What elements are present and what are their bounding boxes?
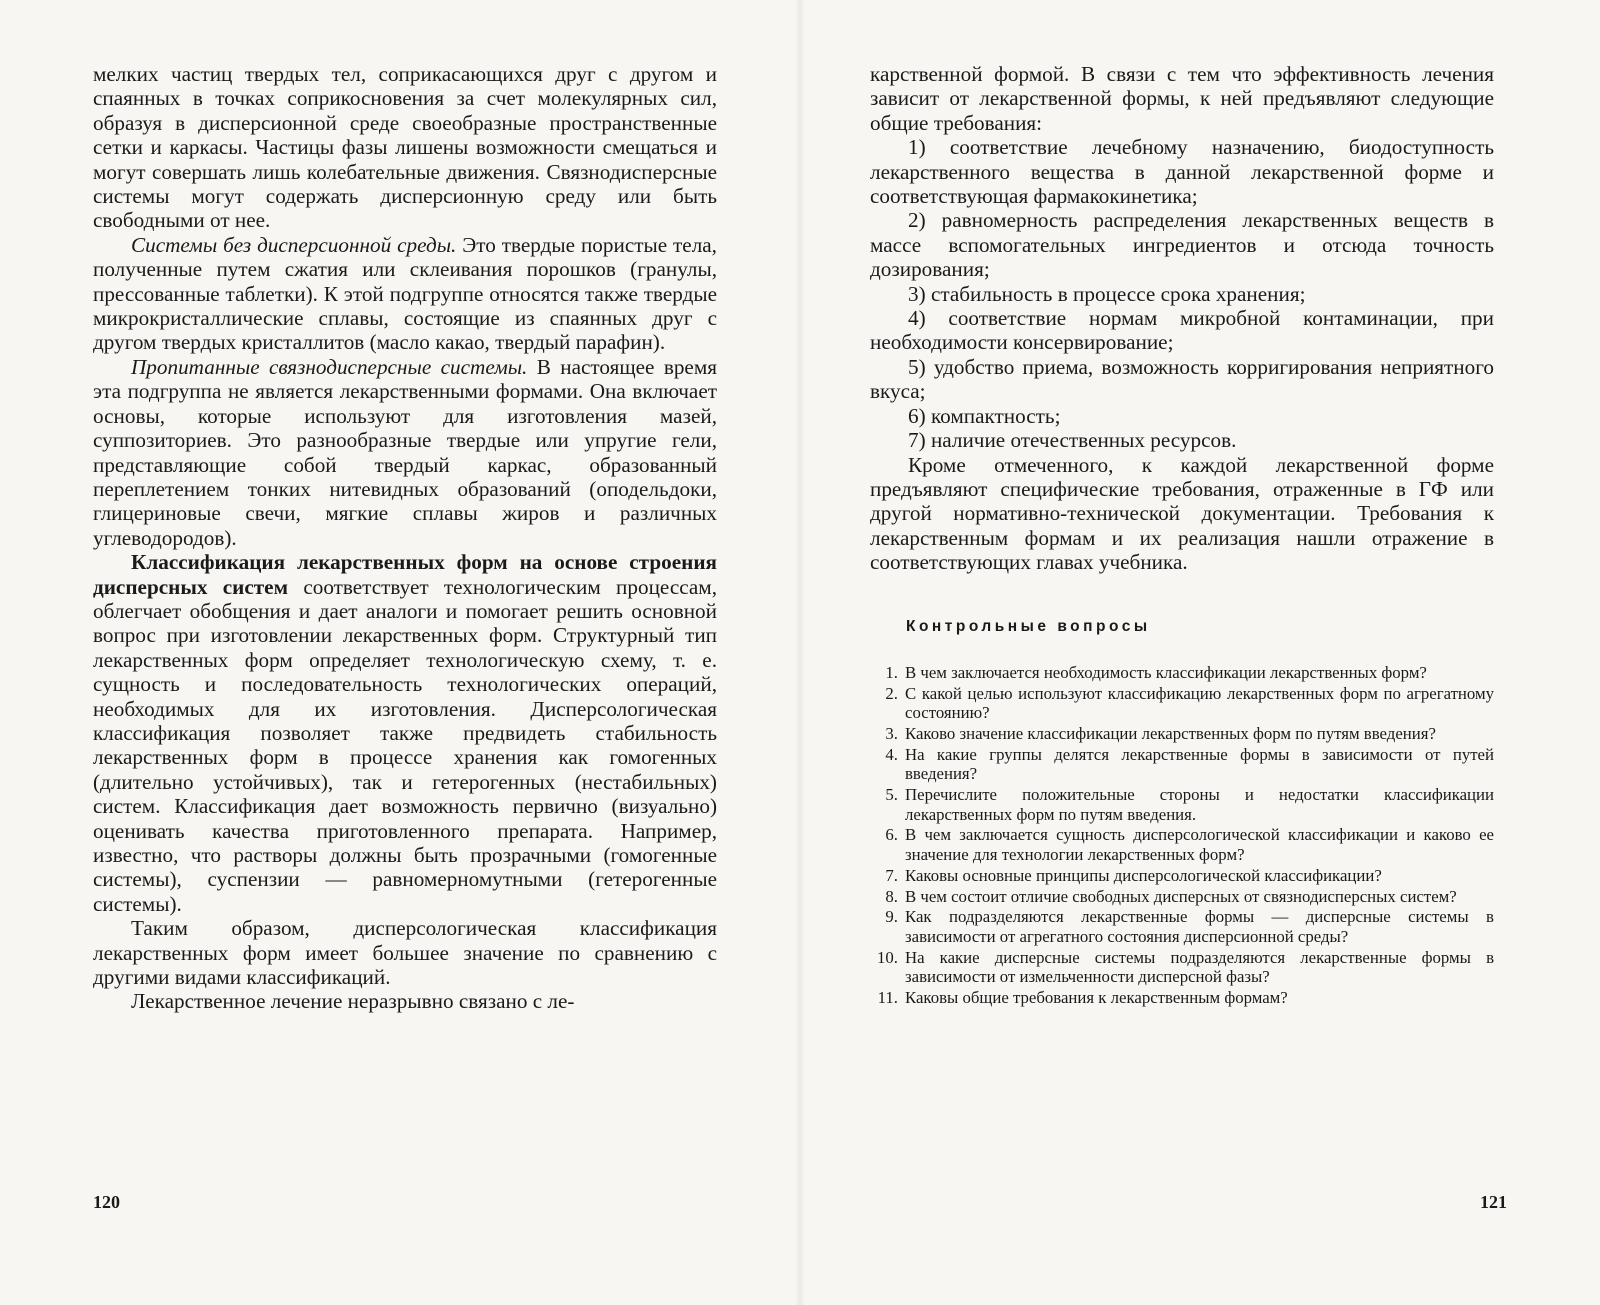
question-text: Каково значение классификации лекарственных форм по путям введения? bbox=[905, 724, 1436, 744]
italic-term: Системы без дисперсионной среды. bbox=[131, 232, 457, 257]
question-text: На какие дисперсные системы подразделяются лекарственные формы в зависимости от измельченности дисперсной фазы? bbox=[905, 947, 1494, 987]
left-page-text bbox=[93, 62, 717, 1014]
question-item bbox=[870, 785, 1494, 824]
question-item bbox=[870, 724, 1494, 744]
right-paragraph: 6) компактность; bbox=[908, 403, 1061, 428]
right-paragraph: 5) удобство приема, возможность корригирования неприятного вкуса; bbox=[870, 354, 1494, 404]
question-number: 10. bbox=[877, 947, 898, 967]
questions-heading: Контрольные вопросы bbox=[906, 617, 1151, 635]
question-number: 6. bbox=[885, 825, 898, 845]
paragraph-text: Лекарственное лечение неразрывно связано с ле- bbox=[131, 989, 575, 1014]
question-text: В чем заключается сущность дисперсологической классификации и каково ее значение для технологии лекарственных форм? bbox=[905, 825, 1494, 864]
question-text: В чем заключается необходимость классификации лекарственных форм? bbox=[905, 662, 1427, 682]
question-item bbox=[870, 866, 1494, 886]
question-item bbox=[870, 684, 1494, 723]
left-paragraph bbox=[93, 355, 717, 550]
question-item bbox=[870, 948, 1494, 987]
right-paragraph: 3) стабильность в процессе срока хранения; bbox=[908, 281, 1306, 306]
question-item bbox=[870, 988, 1494, 1008]
question-number: 8. bbox=[885, 886, 898, 906]
right-page-text bbox=[870, 62, 1494, 1009]
right-paragraph: 7) наличие отечественных ресурсов. bbox=[908, 428, 1237, 453]
question-number: 4. bbox=[885, 744, 898, 764]
left-page-number: 120 bbox=[93, 1192, 120, 1212]
question-number: 2. bbox=[885, 683, 898, 703]
question-item bbox=[870, 745, 1494, 784]
question-text: С какой целью используют классификацию лекарственных форм по агрегатному состоянию? bbox=[905, 683, 1494, 723]
questions-list bbox=[870, 663, 1494, 1007]
right-page-number: 121 bbox=[1480, 1192, 1507, 1212]
left-paragraph bbox=[93, 550, 717, 916]
right-paragraph: 2) равномерность распределения лекарственных веществ в массе вспомогательных ингредиентов и отсюда точность дозирования; bbox=[870, 208, 1494, 282]
italic-term: Пропитанные связнодисперсные системы. bbox=[131, 354, 528, 379]
left-paragraph bbox=[93, 989, 717, 1013]
right-paragraph: Кроме отмеченного, к каждой лекарственной форме предъявляют специфические требования, отраженные в ГФ или другой нормативно-технической документации. Требования к лекарственным формам и их реализация нашли отражение в соответствующих главах учебника. bbox=[870, 452, 1494, 575]
question-number: 7. bbox=[885, 865, 898, 885]
question-text: В чем состоит отличие свободных дисперсных от связнодисперсных систем? bbox=[905, 886, 1457, 906]
question-number: 5. bbox=[885, 785, 898, 805]
left-paragraph bbox=[93, 233, 717, 355]
question-text: Как подразделяются лекарственные формы — дисперсные системы в зависимости от агрегатного состояния дисперсионной среды? bbox=[905, 907, 1494, 946]
paragraph-text: мелких частиц твердых тел, соприкасающихся друг с другом и спаянных в точках соприкосновения за счет молекулярных сил, образуя в дисперсионной среде своеобразные пространственные сетки и каркасы. Частицы фазы лишены возможности смещаться и могут совершать лишь колебательные движения. Связнодисперсные системы могут содержать дисперсионную среду или быть свободными от нее. bbox=[93, 62, 717, 233]
question-item bbox=[870, 887, 1494, 907]
question-text: Каковы основные принципы дисперсологической классификации? bbox=[905, 865, 1382, 885]
question-number: 9. bbox=[885, 907, 898, 927]
paragraph-text: Это твердые пористые тела, полученные путем сжатия или склеивания порошков (гранулы, прессованные таблетки). К этой подгруппе относятся также твердые микрокристаллические сплавы, состоящие из спаянных друг с другом твердых кристаллитов (масло какао, твердый парафин). bbox=[93, 232, 717, 355]
right-page bbox=[800, 0, 1600, 1305]
paragraph-text: В настоящее время эта подгруппа не является лекарственными формами. Она включает основы, которые используют для изготовления мазей, суппозиториев. Это разнообразные твердые или упругие гели, представляющие собой твердый каркас, образованный переплетением тонких нитевидных образований (оподельдоки, глицериновые свечи, мягкие сплавы жиров и различных углеводородов). bbox=[93, 354, 717, 550]
question-number: 11. bbox=[877, 987, 898, 1007]
question-text: Перечислите положительные стороны и недостатки классификации лекарственных форм по путям введения. bbox=[905, 785, 1494, 824]
question-item bbox=[870, 825, 1494, 864]
left-paragraph bbox=[93, 62, 717, 233]
right-page-paragraphs bbox=[870, 62, 1494, 575]
question-item bbox=[870, 663, 1494, 683]
right-paragraph: карственной формой. В связи с тем что эффективность лечения зависит от лекарственной формы, к ней предъявляют следующие общие требования: bbox=[870, 62, 1494, 135]
question-number: 3. bbox=[885, 724, 898, 744]
paragraph-text: Таким образом, дисперсологическая классификация лекарственных форм имеет большее значение по сравнению с другими видами классификаций. bbox=[93, 916, 717, 990]
question-item bbox=[870, 907, 1494, 946]
paragraph-text: соответствует технологическим процессам, облегчает обобщения и дает аналоги и помогает решить основной вопрос при изготовлении лекарственных форм. Структурный тип лекарственных форм определяет технологическую схему, т. е. сущность и последовательность технологических операций, необходимых для их изготовления. Дисперсологическая классификация позволяет также предвидеть стабильность лекарственных форм в процессе хранения как гомогенных (длительно устойчивых), так и гетерогенных (нестабильных) систем. Классификация дает возможность первично (визуально) оценивать качества приготовленного препарата. Например, известно, что растворы должны быть прозрачными (гомогенные системы), суспензии — равномерномутными (гетерогенные системы). bbox=[93, 574, 718, 916]
left-paragraph bbox=[93, 916, 717, 989]
question-text: На какие группы делятся лекарственные формы в зависимости от путей введения? bbox=[905, 744, 1494, 784]
right-paragraph: 1) соответствие лечебному назначению, биодоступность лекарственного вещества в данной лекарственной форме и соответствующая фармакокинетика; bbox=[870, 135, 1494, 209]
bold-term: Классификация лекарственных форм на основе строения дисперсных систем bbox=[93, 550, 717, 599]
right-paragraph: 4) соответствие нормам микробной контаминации, при необходимости консервирование; bbox=[870, 306, 1494, 355]
question-number: 1. bbox=[885, 662, 898, 682]
question-text: Каковы общие требования к лекарственным формам? bbox=[905, 987, 1288, 1007]
